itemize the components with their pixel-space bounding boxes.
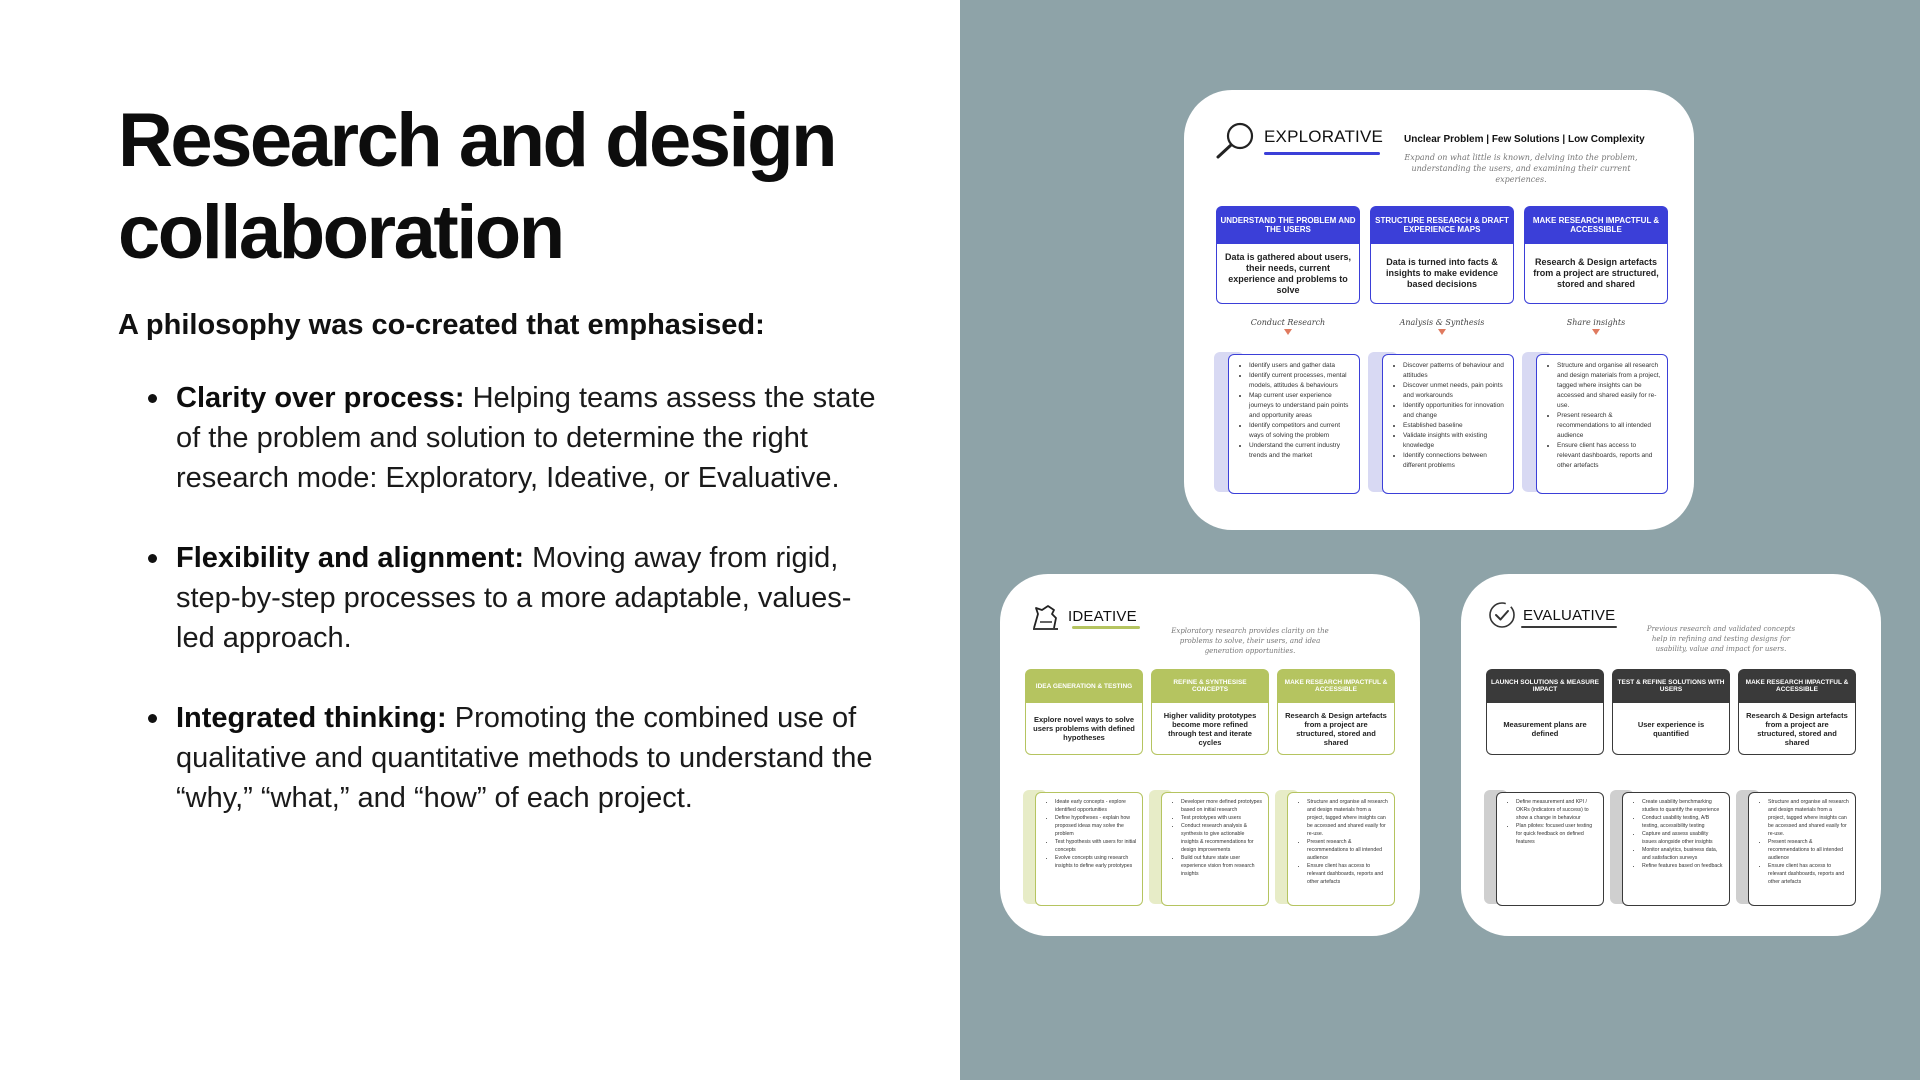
activity-list: [1496, 792, 1604, 906]
evaluative-card: [1461, 574, 1881, 936]
column-structure: [1370, 206, 1514, 335]
list-item: • Build out future state user experience vision from research insights: [1181, 854, 1263, 878]
list-item: • Identify users and gather data: [1249, 361, 1353, 371]
list-item: • Developer more defined prototypes based on initial research: [1181, 798, 1263, 814]
ideative-card: [1000, 574, 1420, 936]
column-summary: Data is gathered about users, their needs, current experience and problems to solve: [1216, 244, 1360, 304]
bullet-heading: Integrated thinking:: [176, 702, 447, 734]
list-item: • Refine features based on feedback: [1642, 862, 1724, 870]
column-header: MAKE RESEARCH IMPACTFUL & ACCESSIBLE: [1524, 206, 1668, 244]
bullet-list: [118, 378, 878, 858]
card-subtitle: Unclear Problem | Few Solutions | Low Complexity: [1404, 134, 1645, 145]
title-underline: [1264, 152, 1380, 155]
list-item: • Identify connections between different problems: [1403, 451, 1507, 471]
list-item: • Plan pilotes: focused user testing for quick feedback on defined features: [1516, 822, 1598, 846]
list-item: • Map current user experience journeys to understand pain points and opportunity areas: [1249, 391, 1353, 421]
column-header: REFINE & SYNTHESISE CONCEPTS: [1151, 669, 1269, 703]
card-note: Previous research and validated concepts help in refining and testing designs for usability, value and impact for users.: [1646, 625, 1796, 653]
title-underline: [1521, 626, 1617, 628]
column-impact: [1738, 669, 1856, 755]
list-item: • Test prototypes with users: [1181, 814, 1263, 822]
column-header: TEST & REFINE SOLUTIONS WITH USERS: [1612, 669, 1730, 703]
list-item: [118, 378, 878, 498]
magnifier-icon: [1214, 120, 1258, 160]
activity-list: [1536, 354, 1668, 494]
list-item: • Create usability benchmarking studies to quantify the experience: [1642, 798, 1724, 814]
column-summary: Explore novel ways to solve users problems with defined hypotheses: [1025, 703, 1143, 755]
bullet-dot: [148, 714, 157, 723]
activity-box: [1214, 354, 1360, 494]
down-arrow-icon: [1284, 329, 1292, 335]
list-item: [118, 698, 878, 818]
activity-box: [1736, 792, 1856, 906]
phase-label: Conduct Research: [1250, 318, 1326, 327]
list-item: • Ensure client has access to relevant dashboards, reports and other artefacts: [1307, 862, 1389, 886]
list-item: • Present research & recommendations to all intended audience: [1768, 838, 1850, 862]
list-item: • Capture and assess usability issues alongside other insights: [1642, 830, 1724, 846]
list-item: • Conduct research analysis & synthesis to give actionable insights & recommendations for design improvements: [1181, 822, 1263, 854]
column-summary: Research & Design artefacts from a project are structured, stored and shared: [1277, 703, 1395, 755]
phase-label: Share insights: [1566, 318, 1626, 327]
list-item: • Structure and organise all research and design materials from a project, tagged where insights can be accessed and shared easily for re-use.: [1557, 361, 1661, 411]
down-arrow-icon: [1592, 329, 1600, 335]
check-circle-icon: [1487, 600, 1517, 630]
column-summary: Research & Design artefacts from a project are structured, stored and shared: [1738, 703, 1856, 755]
bullet-heading: Flexibility and alignment:: [176, 542, 525, 574]
column-test: [1612, 669, 1730, 755]
column-launch: [1486, 669, 1604, 755]
bullet-dot: [148, 554, 157, 563]
phase-label: Analysis & Synthesis: [1399, 318, 1485, 327]
activity-list: [1622, 792, 1730, 906]
column-impact: [1524, 206, 1668, 335]
column-header: LAUNCH SOLUTIONS & MEASURE IMPACT: [1486, 669, 1604, 703]
list-item: • Discover unmet needs, pain points and workarounds: [1403, 381, 1507, 401]
column-header: UNDERSTAND THE PROBLEM AND THE USERS: [1216, 206, 1360, 244]
activity-list: [1161, 792, 1269, 906]
list-item: • Define hypotheses - explain how proposed ideas may solve the problem: [1055, 814, 1137, 838]
intro-text: A philosophy was co-created that emphasised:: [118, 309, 765, 341]
column-summary: Higher validity prototypes become more refined through test and iterate cycles: [1151, 703, 1269, 755]
explorative-card: [1184, 90, 1694, 530]
activity-box: [1149, 792, 1269, 906]
list-item: • Ensure client has access to relevant dashboards, reports and other artefacts: [1768, 862, 1850, 886]
list-item: • Structure and organise all research and design materials from a project, tagged where insights can be accessed and shared easily for re-use.: [1307, 798, 1389, 838]
horse-icon: [1030, 600, 1062, 632]
bullet-heading: Clarity over process:: [176, 382, 465, 414]
bullet-text: Promoting the combined use of qualitative and quantitative methods to understand the “why,” “what,” and “how” of each project.: [176, 702, 873, 814]
bullet-text: Helping teams assess the state of the problem and solution to determine the right research mode: Exploratory, Ideative, or Evaluative.: [176, 382, 876, 494]
column-header: MAKE RESEARCH IMPACTFUL & ACCESSIBLE: [1277, 669, 1395, 703]
bullet-text: Moving away from rigid, step-by-step processes to a more adaptable, values-led approach.: [176, 542, 852, 654]
activity-box: [1275, 792, 1395, 906]
page-title: Research and design collaboration: [118, 98, 835, 275]
column-refine: [1151, 669, 1269, 755]
list-item: • Identify competitors and current ways of solving the problem: [1249, 421, 1353, 441]
list-item: • Ensure client has access to relevant dashboards, reports and other artefacts: [1557, 441, 1661, 471]
list-item: • Present research & recommendations to all intended audience: [1557, 411, 1661, 441]
list-item: • Test hypothesis with users for initial concepts: [1055, 838, 1137, 854]
list-item: • Understand the current industry trends and the market: [1249, 441, 1353, 461]
activity-list: [1035, 792, 1143, 906]
activity-box: [1023, 792, 1143, 906]
card-title: IDEATIVE: [1068, 607, 1137, 625]
list-item: • Identify opportunities for innovation and change: [1403, 401, 1507, 421]
list-item: • Present research & recommendations to all intended audience: [1307, 838, 1389, 862]
activity-list: [1748, 792, 1856, 906]
column-header: IDEA GENERATION & TESTING: [1025, 669, 1143, 703]
list-item: • Validate insights with existing knowledge: [1403, 431, 1507, 451]
activity-list: [1228, 354, 1360, 494]
column-summary: User experience is quantified: [1612, 703, 1730, 755]
list-item: • Monitor analytics, business data, and satisfaction surveys: [1642, 846, 1724, 862]
list-item: • Discover patterns of behaviour and attitudes: [1403, 361, 1507, 381]
activity-box: [1610, 792, 1730, 906]
activity-box: [1484, 792, 1604, 906]
activity-list: [1287, 792, 1395, 906]
activity-list: [1382, 354, 1514, 494]
list-item: • Identify current processes, mental models, attitudes & behaviours: [1249, 371, 1353, 391]
column-summary: Data is turned into facts & insights to make evidence based decisions: [1370, 244, 1514, 304]
column-understand: [1216, 206, 1360, 335]
down-arrow-icon: [1438, 329, 1446, 335]
card-note: Exploratory research provides clarity on the problems to solve, their users, and idea generation opportunities.: [1171, 627, 1329, 655]
bullet-dot: [148, 394, 157, 403]
list-item: • Structure and organise all research and design materials from a project, tagged where insights can be accessed and shared easily for re-use.: [1768, 798, 1850, 838]
list-item: • Conduct usability testing, A/B testing, accessibility testing: [1642, 814, 1724, 830]
title-underline: [1072, 626, 1140, 629]
column-header: MAKE RESEARCH IMPACTFUL & ACCESSIBLE: [1738, 669, 1856, 703]
list-item: [118, 538, 878, 658]
column-header: STRUCTURE RESEARCH & DRAFT EXPERIENCE MAPS: [1370, 206, 1514, 244]
activity-box: [1368, 354, 1514, 494]
list-item: • Evolve concepts using research insights to define early prototypes: [1055, 854, 1137, 870]
column-impact: [1277, 669, 1395, 755]
activity-box: [1522, 354, 1668, 494]
column-summary: Measurement plans are defined: [1486, 703, 1604, 755]
list-item: • Established baseline: [1403, 421, 1507, 431]
card-title: EVALUATIVE: [1523, 606, 1616, 624]
list-item: • Ideate early concepts - explore identified opportunities: [1055, 798, 1137, 814]
list-item: • Define measurement and KPI / OKRs (indicators of success) to show a change in behaviour: [1516, 798, 1598, 822]
card-note: Expand on what little is known, delving into the problem, understanding the users, and examining their current experiences.: [1404, 153, 1638, 184]
column-idea: [1025, 669, 1143, 755]
column-summary: Research & Design artefacts from a project are structured, stored and shared: [1524, 244, 1668, 304]
card-title: EXPLORATIVE: [1264, 127, 1384, 146]
